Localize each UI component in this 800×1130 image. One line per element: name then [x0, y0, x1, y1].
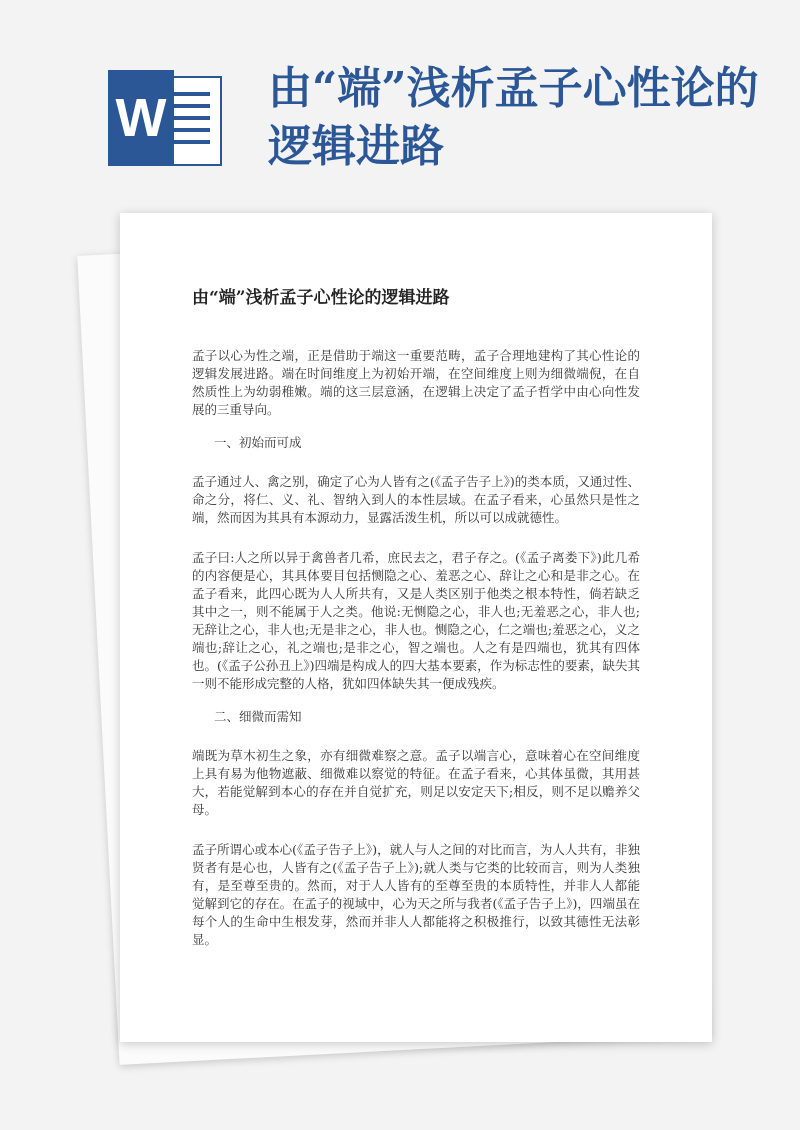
section-heading: 一、初始而可成 [214, 435, 302, 450]
paragraph: 孟子通过人、禽之别，确定了心为人皆有之(《孟子告子上》)的类本质，又通过性、命之分，将仁、义、礼、智纳入到人的本性层域。在孟子看来，心虽然只是性之端，然而因为其具有本源动力，显露活泼生机，所以可以成就德性。 [192, 474, 640, 525]
paragraph: 孟子以心为性之端，正是借助于端这一重要范畴，孟子合理地建构了其心性论的逻辑发展进路。端在时间维度上为初始开端，在空间维度上则为细微端倪，在自然质性上为幼弱稚嫩。端的这三层意涵，在逻辑上决定了孟子哲学中由心向性发展的三重导向。 [192, 348, 640, 417]
document-title: 由“端”浅析孟子心性论的逻辑进路 [192, 288, 450, 308]
paragraph: 孟子所谓心或本心(《孟子告子上》)，就人与人之间的对比而言，为人人共有，非独贤者有是心也，人皆有之(《孟子告子上》);就人类与它类的比较而言，则为人类独有，是至尊至贵的。然而，对于人人皆有的至尊至贵的本质特性，并非人人都能觉解到它的存在。在孟子的视域中，心为天之所与我者(《孟子告子上》)，四端虽在每个人的生命中生根发芽，然而并非人人都能将之积极推行，以致其德性无法彰显。 [192, 842, 640, 947]
paragraph: 端既为草木初生之象，亦有细微难察之意。孟子以端言心，意味着心在空间维度上具有易为他物遮蔽、细微难以察觉的特征。在孟子看来，心其体虽微，其用甚大，若能觉解到本心的存在并自觉扩充，则足以安定天下;相反，则不足以赡养父母。 [192, 748, 640, 817]
document-body [192, 347, 640, 971]
section-heading: 二、细微而需知 [214, 709, 302, 724]
word-letter-badge: W [108, 70, 174, 166]
document-page [120, 213, 712, 1042]
paragraph: 孟子曰:人之所以异于禽兽者几希，庶民去之，君子存之。(《孟子离娄下》)此几希的内容便是心，其具体要目包括恻隐之心、羞恶之心、辞让之心和是非之心。在孟子看来，此四心既为人人所共有，又是人类区别于他类之根本特性，倘若缺乏其中之一，则不能属于人之类。他说:无恻隐之心，非人也;无羞恶之心，非人也;无辞让之心，非人也;无是非之心，非人也。恻隐之心，仁之端也;羞恶之心，义之端也;辞让之心，礼之端也;是非之心，智之端也。人之有是四端也，犹其有四体也。(《孟子公孙丑上》)四端是构成人的四大基本要素，作为标志性的要素，缺失其一则不能形成完整的人格，犹如四体缺失其一便成残疾。 [192, 550, 640, 691]
page-title: 由“端”浅析孟子心性论的逻辑进路 [268, 63, 759, 172]
header-banner [0, 0, 800, 200]
word-document-icon [108, 70, 220, 166]
